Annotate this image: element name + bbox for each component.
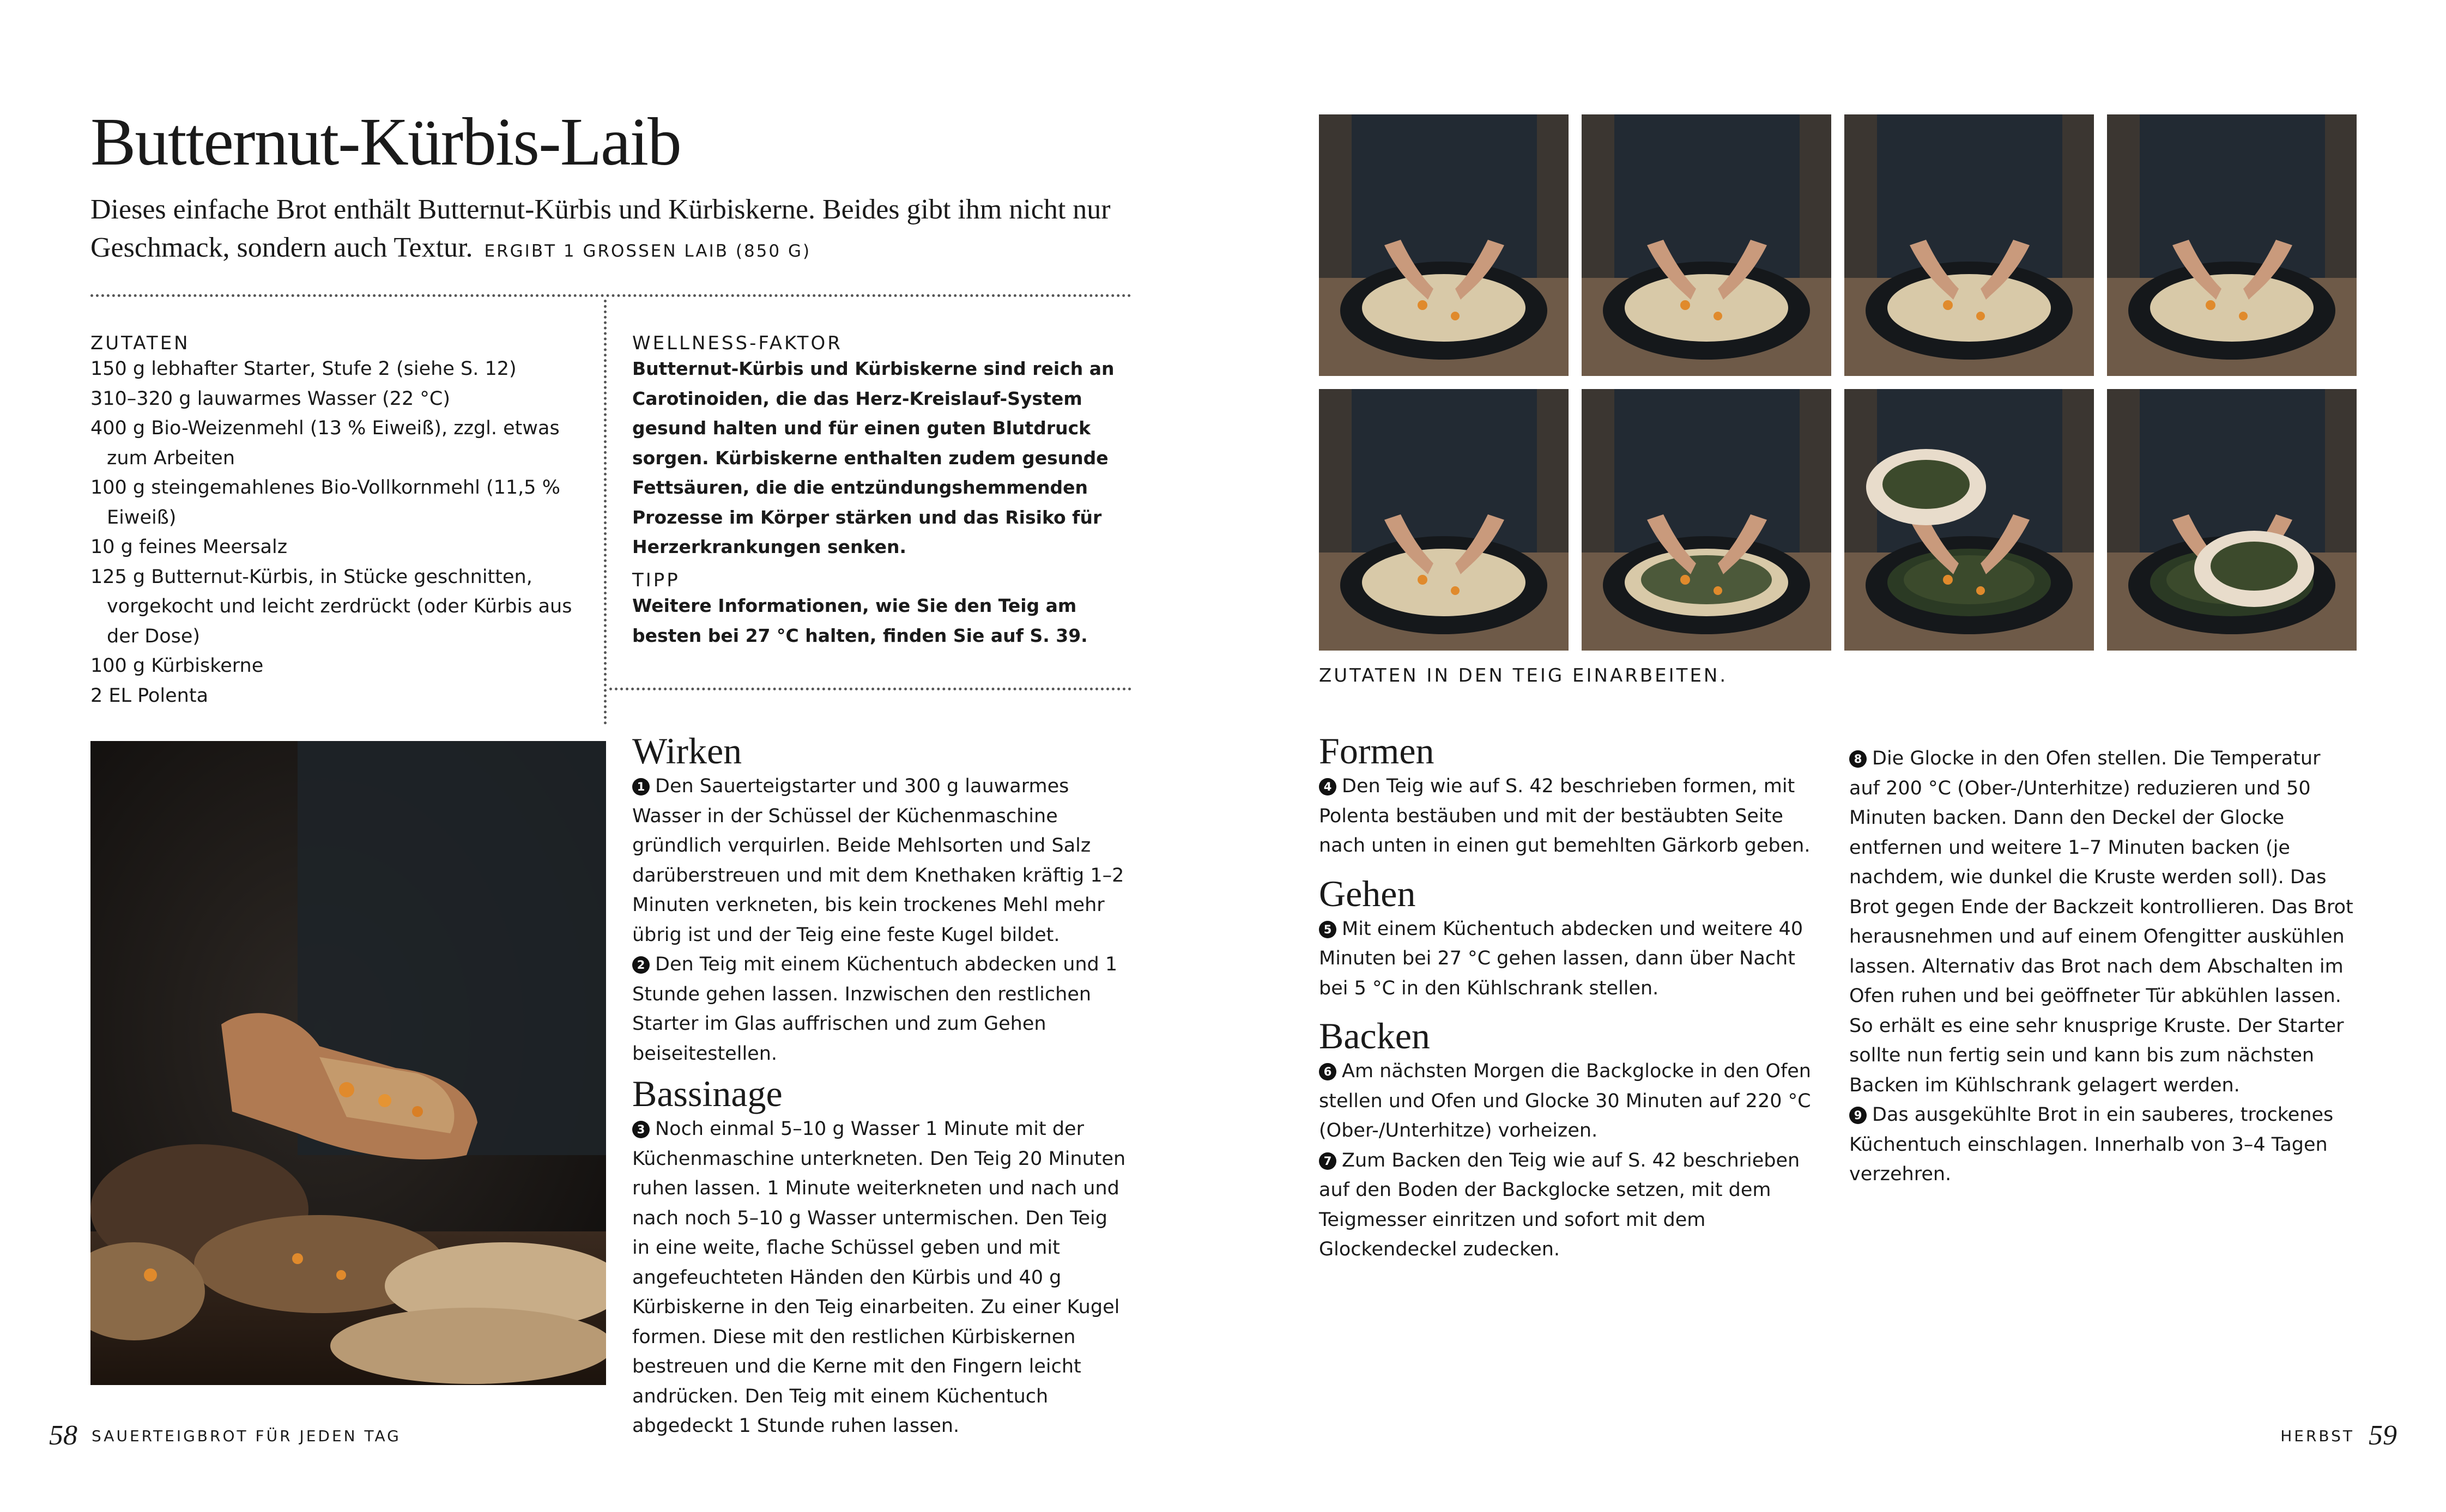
step-5 (1319, 914, 1820, 1004)
step-text: Mit einem Küchentuch abdecken und weitere 40 Minuten bei 27 °C gehen lassen, dann über Nacht bei 5 °C in den Kühlschrank stellen. (1319, 918, 1803, 999)
step-4 (1319, 772, 1820, 861)
ingredient-item: 100 g Kürbiskerne (90, 655, 264, 677)
divider-top (90, 294, 1131, 297)
ingredient-item: 100 g steingemahlenes Bio-Vollkornmehl (11,5 % Eiweiß) (90, 477, 560, 529)
section-heading-backen: Backen (1319, 1015, 1430, 1056)
step-number: 6 (1319, 1063, 1336, 1080)
ingredient-item: 2 EL Polenta (90, 684, 209, 707)
step-number: 4 (1319, 778, 1336, 796)
wellness-text: Butternut-Kürbis und Kürbiskerne sind reich an Carotinoiden, die das Herz-Kreislauf-System gesund halten und für einen guten Blutdruck sorgen. Kürbiskerne enthalten zudem gesunde Fettsäuren, die die entzündungshemmenden Prozesse im Körper stärken und das Risiko für Herzerkrankungen senken. (632, 358, 1115, 557)
ingredients-label: ZUTATEN (90, 332, 190, 354)
ingredient-item: 125 g Butternut-Kürbis, in Stücke geschnitten, vorgekocht und leicht zerdrückt (oder Kürbis aus der Dose) (90, 566, 572, 647)
process-photo-4 (2107, 114, 2357, 376)
recipe-intro (90, 191, 1126, 270)
step-2 (632, 950, 1128, 1068)
step-text: Die Glocke in den Ofen stellen. Die Temperatur auf 200 °C (Ober-/Unterhitze) reduzieren und 50 Minuten backen. Dann den Deckel der Glocke entfernen und weitere 1–7 Minuten backen (je nachdem, wie dunkel die Kruste werden soll). Das Brot gegen Ende der Backzeit kontrollieren. Das Brot herausnehmen und auf einem Ofengitter auskühlen lassen. Alternativ das Brot nach dem Abschalten im Ofen ruhen und bei geöffneter Tür abkühlen lassen. So erhält es eine sehr knusprige Kruste. Der Starter sollte nun fertig sein und kann bis zum nächsten Backen im Kühlschrank gelagert werden. (1849, 748, 2353, 1096)
process-photo-7 (1844, 389, 2094, 651)
section-heading-bassinage: Bassinage (632, 1073, 783, 1114)
step-8 (1849, 744, 2356, 1100)
step-9 (1849, 1100, 2356, 1189)
page-number-right: 59 (2369, 1420, 2397, 1451)
page-number-left: 58 (49, 1420, 77, 1451)
step-text: Zum Backen den Teig wie auf S. 42 beschrieben auf den Boden der Backglocke setzen, mit dem Teigmesser einritzen und sofort mit dem Glockendeckel zudecken. (1319, 1149, 1800, 1260)
process-photo-8 (2107, 389, 2357, 651)
section-heading-wirken: Wirken (632, 730, 742, 772)
footer-left (49, 1419, 401, 1452)
ingredient-item: 310–320 g lauwarmes Wasser (22 °C) (90, 387, 451, 410)
step-number: 5 (1319, 921, 1336, 938)
ingredients-block (90, 332, 597, 711)
footer-right (2280, 1419, 2397, 1452)
footer-chapter: HERBST (2280, 1427, 2354, 1445)
divider-mid (609, 688, 1131, 690)
step-number: 9 (1849, 1107, 1867, 1124)
step-3 (632, 1114, 1128, 1441)
steps-column-middle (1319, 730, 1820, 1265)
tip-label: TIPP (632, 569, 680, 591)
section-heading-gehen: Gehen (1319, 872, 1416, 914)
ingredient-item: 10 g feines Meersalz (90, 536, 288, 558)
steps-column-right (1849, 744, 2356, 1189)
section-heading-formen: Formen (1319, 730, 1434, 772)
step-text: Das ausgekühlte Brot in ein sauberes, trockenes Küchentuch einschlagen. Innerhalb von 3–4 Tagen verzehren. (1849, 1104, 2334, 1185)
ingredients-list (90, 354, 597, 711)
wellness-label: WELLNESS-FAKTOR (632, 332, 843, 354)
process-photo-5 (1319, 389, 1569, 651)
ingredient-item: 150 g lebhafter Starter, Stufe 2 (siehe S. 12) (90, 358, 517, 380)
step-number: 2 (632, 956, 650, 974)
footer-book-title: SAUERTEIGBROT FÜR JEDEN TAG (92, 1427, 401, 1445)
step-6 (1319, 1056, 1820, 1146)
photo-grid-caption: ZUTATEN IN DEN TEIG EINARBEITEN. (1319, 665, 1728, 687)
step-text: Den Teig mit einem Küchentuch abdecken und 1 Stunde gehen lassen. Inzwischen den restlichen Starter im Glas auffrischen und zum Gehen beiseitestellen. (632, 954, 1118, 1065)
steps-column-left (632, 730, 1128, 1441)
step-text: Den Sauerteigstarter und 300 g lauwarmes Wasser in der Schüssel der Küchenmaschine gründlich verquirlen. Beide Mehlsorten und Salz darüberstreuen und mit dem Knethaken kräftig 1–2 Minuten verkneten, bis kein trockenes Mehl mehr übrig ist und der Teig eine feste Kugel bildet. (632, 775, 1124, 946)
process-photo-1 (1319, 114, 1569, 376)
step-number: 3 (632, 1121, 650, 1138)
step-number: 1 (632, 778, 650, 796)
step-text: Noch einmal 5–10 g Wasser 1 Minute mit der Küchenmaschine unterkneten. Den Teig 20 Minuten ruhen lassen. 1 Minute weiterkneten und nach und nach noch 5–10 g Wasser untermischen. Den Teig in eine weite, flache Schüssel geben und mit angefeuchteten Händen den Kürbis und 40 g Kürbiskerne in den Teig einarbeiten. Zu einer Kugel formen. Diese mit den restlichen Kürbiskernen bestreuen und die Kerne mit den Fingern leicht andrücken. Den Teig mit einem Küchentuch abgedeckt 1 Stunde ruhen lassen. (632, 1118, 1126, 1437)
divider-vertical (604, 300, 607, 725)
tip-block (632, 569, 1139, 651)
step-text: Den Teig wie auf S. 42 beschrieben formen, mit Polenta bestäuben und mit der bestäubten Seite nach unten in einen gut bemehlten Gärkorb geben. (1319, 775, 1811, 857)
process-photo-3 (1844, 114, 2094, 376)
process-photo-2 (1582, 114, 1831, 376)
step-number: 7 (1319, 1152, 1336, 1170)
yield-label: ERGIBT 1 GROSSEN LAIB (850 G) (484, 241, 812, 261)
step-7 (1319, 1146, 1820, 1265)
wellness-block (632, 332, 1139, 562)
step-number: 8 (1849, 750, 1867, 768)
tip-text: Weitere Informationen, wie Sie den Teig am besten bei 27 °C halten, finden Sie auf S. 39. (632, 595, 1088, 646)
process-photo-6 (1582, 389, 1831, 651)
step-text: Am nächsten Morgen die Backglocke in den Ofen stellen und Ofen und Glocke 30 Minuten auf 220 °C (Ober-/Unterhitze) vorheizen. (1319, 1060, 1811, 1141)
bread-photo (90, 741, 606, 1385)
step-1 (632, 772, 1128, 950)
intro-text: Dieses einfache Brot enthält Butternut-Kürbis und Kürbiskerne. Beides gibt ihm nicht nur Geschmack, sondern auch Textur. (90, 194, 1111, 263)
ingredient-item: 400 g Bio-Weizenmehl (13 % Eiweiß), zzgl. etwas zum Arbeiten (90, 417, 560, 469)
recipe-title: Butternut-Kürbis-Laib (90, 105, 681, 180)
